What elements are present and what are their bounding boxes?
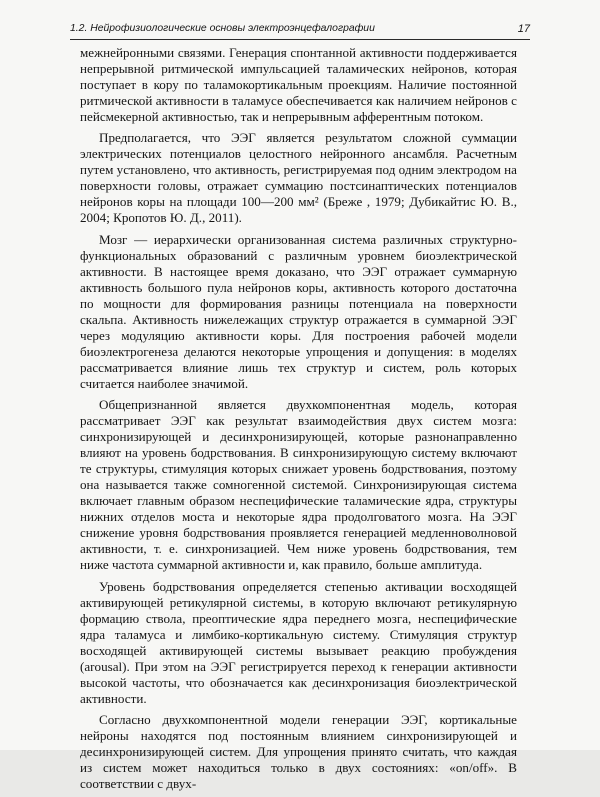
running-header [70, 23, 530, 40]
paragraph-1: межнейронными связями. Генерация спонтанной активности поддерживается непрерывной ритмической импульсацией таламических нейронов, которая поступает в кору по таламокортикальным проекциям. Наличие постоянной ритмической активности в таламусе обеспечивается как наличием нейронов с пейсмекерной активностью, так и непрерывным афферентным потоком. [80, 45, 517, 125]
page-number: 17 [517, 23, 530, 35]
paragraph-2: Предполагается, что ЭЭГ является результатом сложной суммации электрических потенциалов целостного нейронного ансамбля. Расчетным путем установлено, что активность, регистрируемая под одним электродом на поверхности головы, отражает суммацию постсинаптических потенциалов нейронов коры на площади 100—200 мм² (Бреже , 1979; Дубикайтис Ю. В., 2004; Кропотов Ю. Д., 2011). [80, 130, 517, 226]
paragraph-5: Уровень бодрствования определяется степенью активации восходящей активирующей ретикулярной системы, в которую включают ретикулярную формацию ствола, преоптические ядра переднего мозга, неспецифические ядра таламуса и лимбико-кортикальную систему. Стимуляция структур восходящей активирующей системы вызывает реакцию пробуждения (arousal). При этом на ЭЭГ регистрируется переход к генерации активности высокой частоты, что обозначается как десинхронизация биоэлектрической активности. [80, 578, 517, 706]
paragraph-3: Мозг — иерархически организованная система различных структурно-функциональных образований с различным уровнем биоэлектрической активности. В настоящее время доказано, что ЭЭГ отражает суммарную активность большого пула нейронов коры, активность которого достаточна по мощности для формирования разницы потенциала на поверхности скальпа. Активность нижележащих структур отражается в суммарной ЭЭГ через модуляцию активности коры. Для построения рабочей модели биоэлектрогенеза делаются некоторые упрощения и допущения: в моделях рассматривается влияние лишь тех структур и систем, роль которых считается наиболее значимой. [80, 231, 517, 391]
running-title: 1.2. Нейрофизиологические основы электроэнцефалографии [70, 23, 375, 34]
body-text [80, 45, 517, 797]
paragraph-6: Согласно двухкомпонентной модели генерации ЭЭГ, кортикальные нейроны находятся под постоянным влиянием синхронизирующей и десинхронизирующей систем. Для упрощения принято считать, что каждая из систем может находиться только в двух состояниях: «on/off». В соответствии с двух- [80, 711, 517, 792]
paragraph-4: Общепризнанной является двухкомпонентная модель, которая рассматривает ЭЭГ как результат взаимодействия двух систем мозга: синхронизирующей и десинхронизирующей, которые разнонаправленно влияют на уровень бодрствования. В синхронизирующую систему включают те структуры, стимуляция которых снижает уровень бодрствования, поэтому она называется также сомногенной системой. Синхронизирующая система включает главным образом неспецифические таламические ядра, структуры нижних отделов моста и некоторые ядра продолговатого мозга. На ЭЭГ снижение уровня бодрствования проявляется генерацией медленноволновой активности, т. е. синхронизацией. Чем ниже уровень бодрствования, тем ниже частота суммарной активности и, как правило, больше амплитуда. [80, 396, 517, 573]
